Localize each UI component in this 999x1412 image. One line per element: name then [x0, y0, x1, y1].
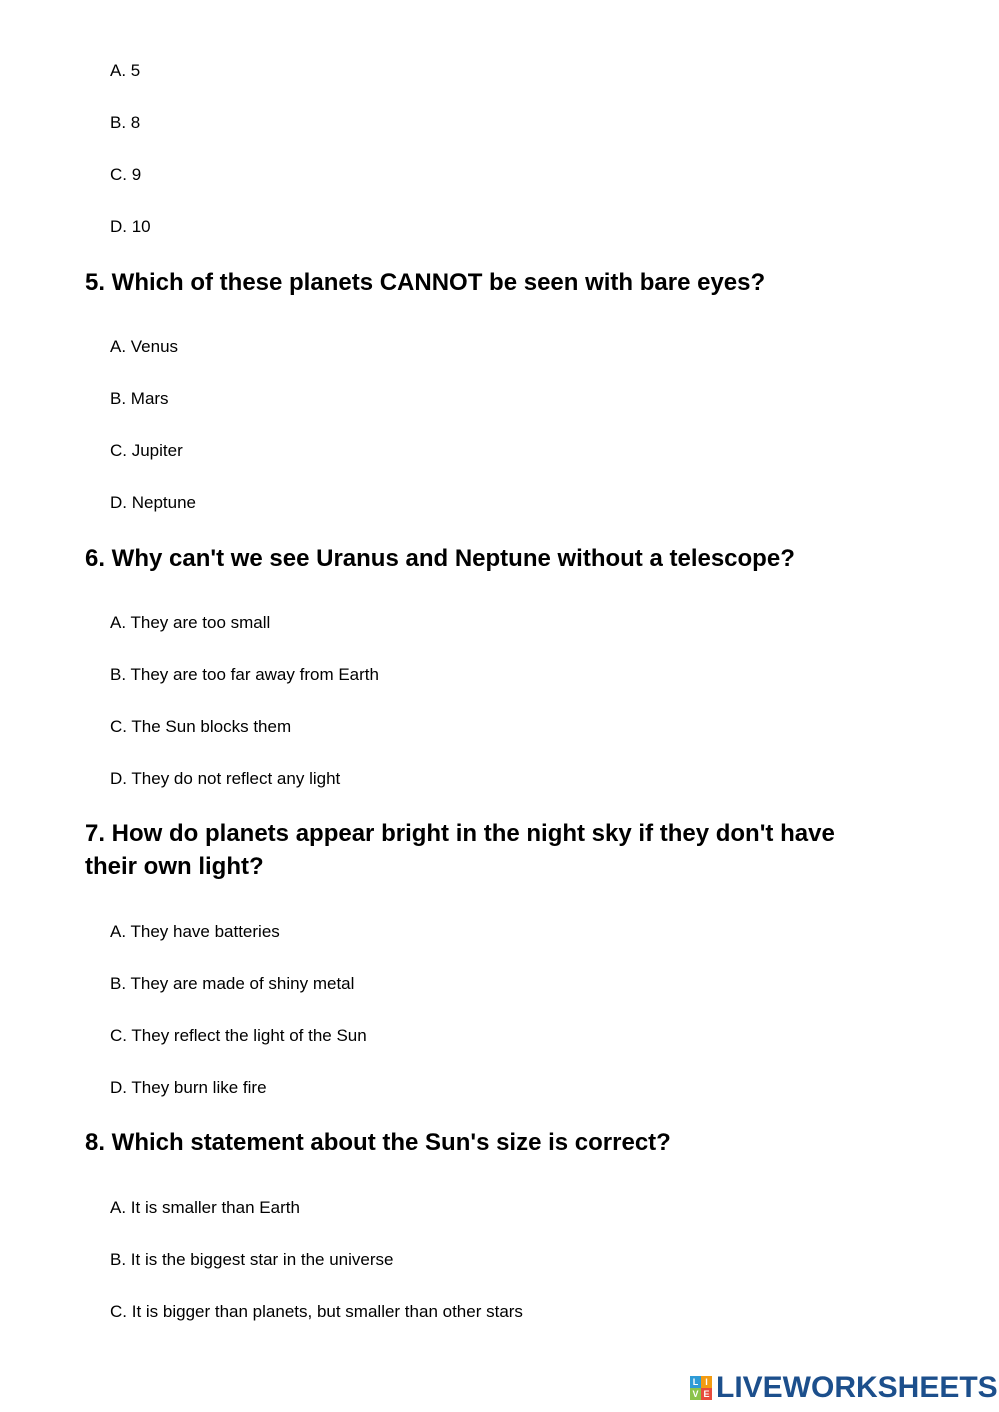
- q6-option-c[interactable]: C. The Sun blocks them: [110, 717, 292, 736]
- question-7-line-2: their own light?: [85, 853, 264, 880]
- q7-option-d[interactable]: D. They burn like fire: [110, 1078, 267, 1097]
- logo-block-e: E: [701, 1388, 712, 1400]
- q7-option-a[interactable]: A. They have batteries: [110, 922, 280, 941]
- question-7: [85, 817, 915, 883]
- q5-option-d[interactable]: D. Neptune: [110, 493, 196, 512]
- logo-block-i: I: [701, 1376, 712, 1388]
- logo-block-l: L: [690, 1376, 701, 1388]
- q6-option-a[interactable]: A. They are too small: [110, 613, 271, 632]
- q8-option-b[interactable]: B. It is the biggest star in the universe: [110, 1250, 394, 1269]
- q5-option-c[interactable]: C. Jupiter: [110, 441, 183, 460]
- q6-option-b[interactable]: B. They are too far away from Earth: [110, 665, 379, 684]
- q8-option-c[interactable]: C. It is bigger than planets, but smaller than other stars: [110, 1302, 523, 1321]
- q4-option-d[interactable]: D. 10: [110, 217, 151, 236]
- q5-option-a[interactable]: A. Venus: [110, 337, 179, 356]
- q6-option-d[interactable]: D. They do not reflect any light: [110, 769, 341, 788]
- question-8: 8. Which statement about the Sun's size is correct?: [85, 1129, 671, 1156]
- liveworksheets-logo: [690, 1372, 998, 1404]
- q4-option-a[interactable]: A. 5: [110, 61, 141, 80]
- question-5: 5. Which of these planets CANNOT be seen with bare eyes?: [85, 269, 766, 296]
- q7-option-c[interactable]: C. They reflect the light of the Sun: [110, 1026, 367, 1045]
- q4-option-c[interactable]: C. 9: [110, 165, 142, 184]
- brand-wordmark: LIVEWORKSHEETS: [716, 1371, 998, 1404]
- logo-block-v: V: [690, 1388, 701, 1400]
- q4-option-b[interactable]: B. 8: [110, 113, 141, 132]
- live-blocks-icon: [690, 1376, 712, 1400]
- q5-option-b[interactable]: B. Mars: [110, 389, 169, 408]
- q7-option-b[interactable]: B. They are made of shiny metal: [110, 974, 355, 993]
- q8-option-a[interactable]: A. It is smaller than Earth: [110, 1198, 300, 1217]
- question-7-line-1: 7. How do planets appear bright in the night sky if they don't have: [85, 820, 835, 847]
- question-6: 6. Why can't we see Uranus and Neptune without a telescope?: [85, 545, 795, 572]
